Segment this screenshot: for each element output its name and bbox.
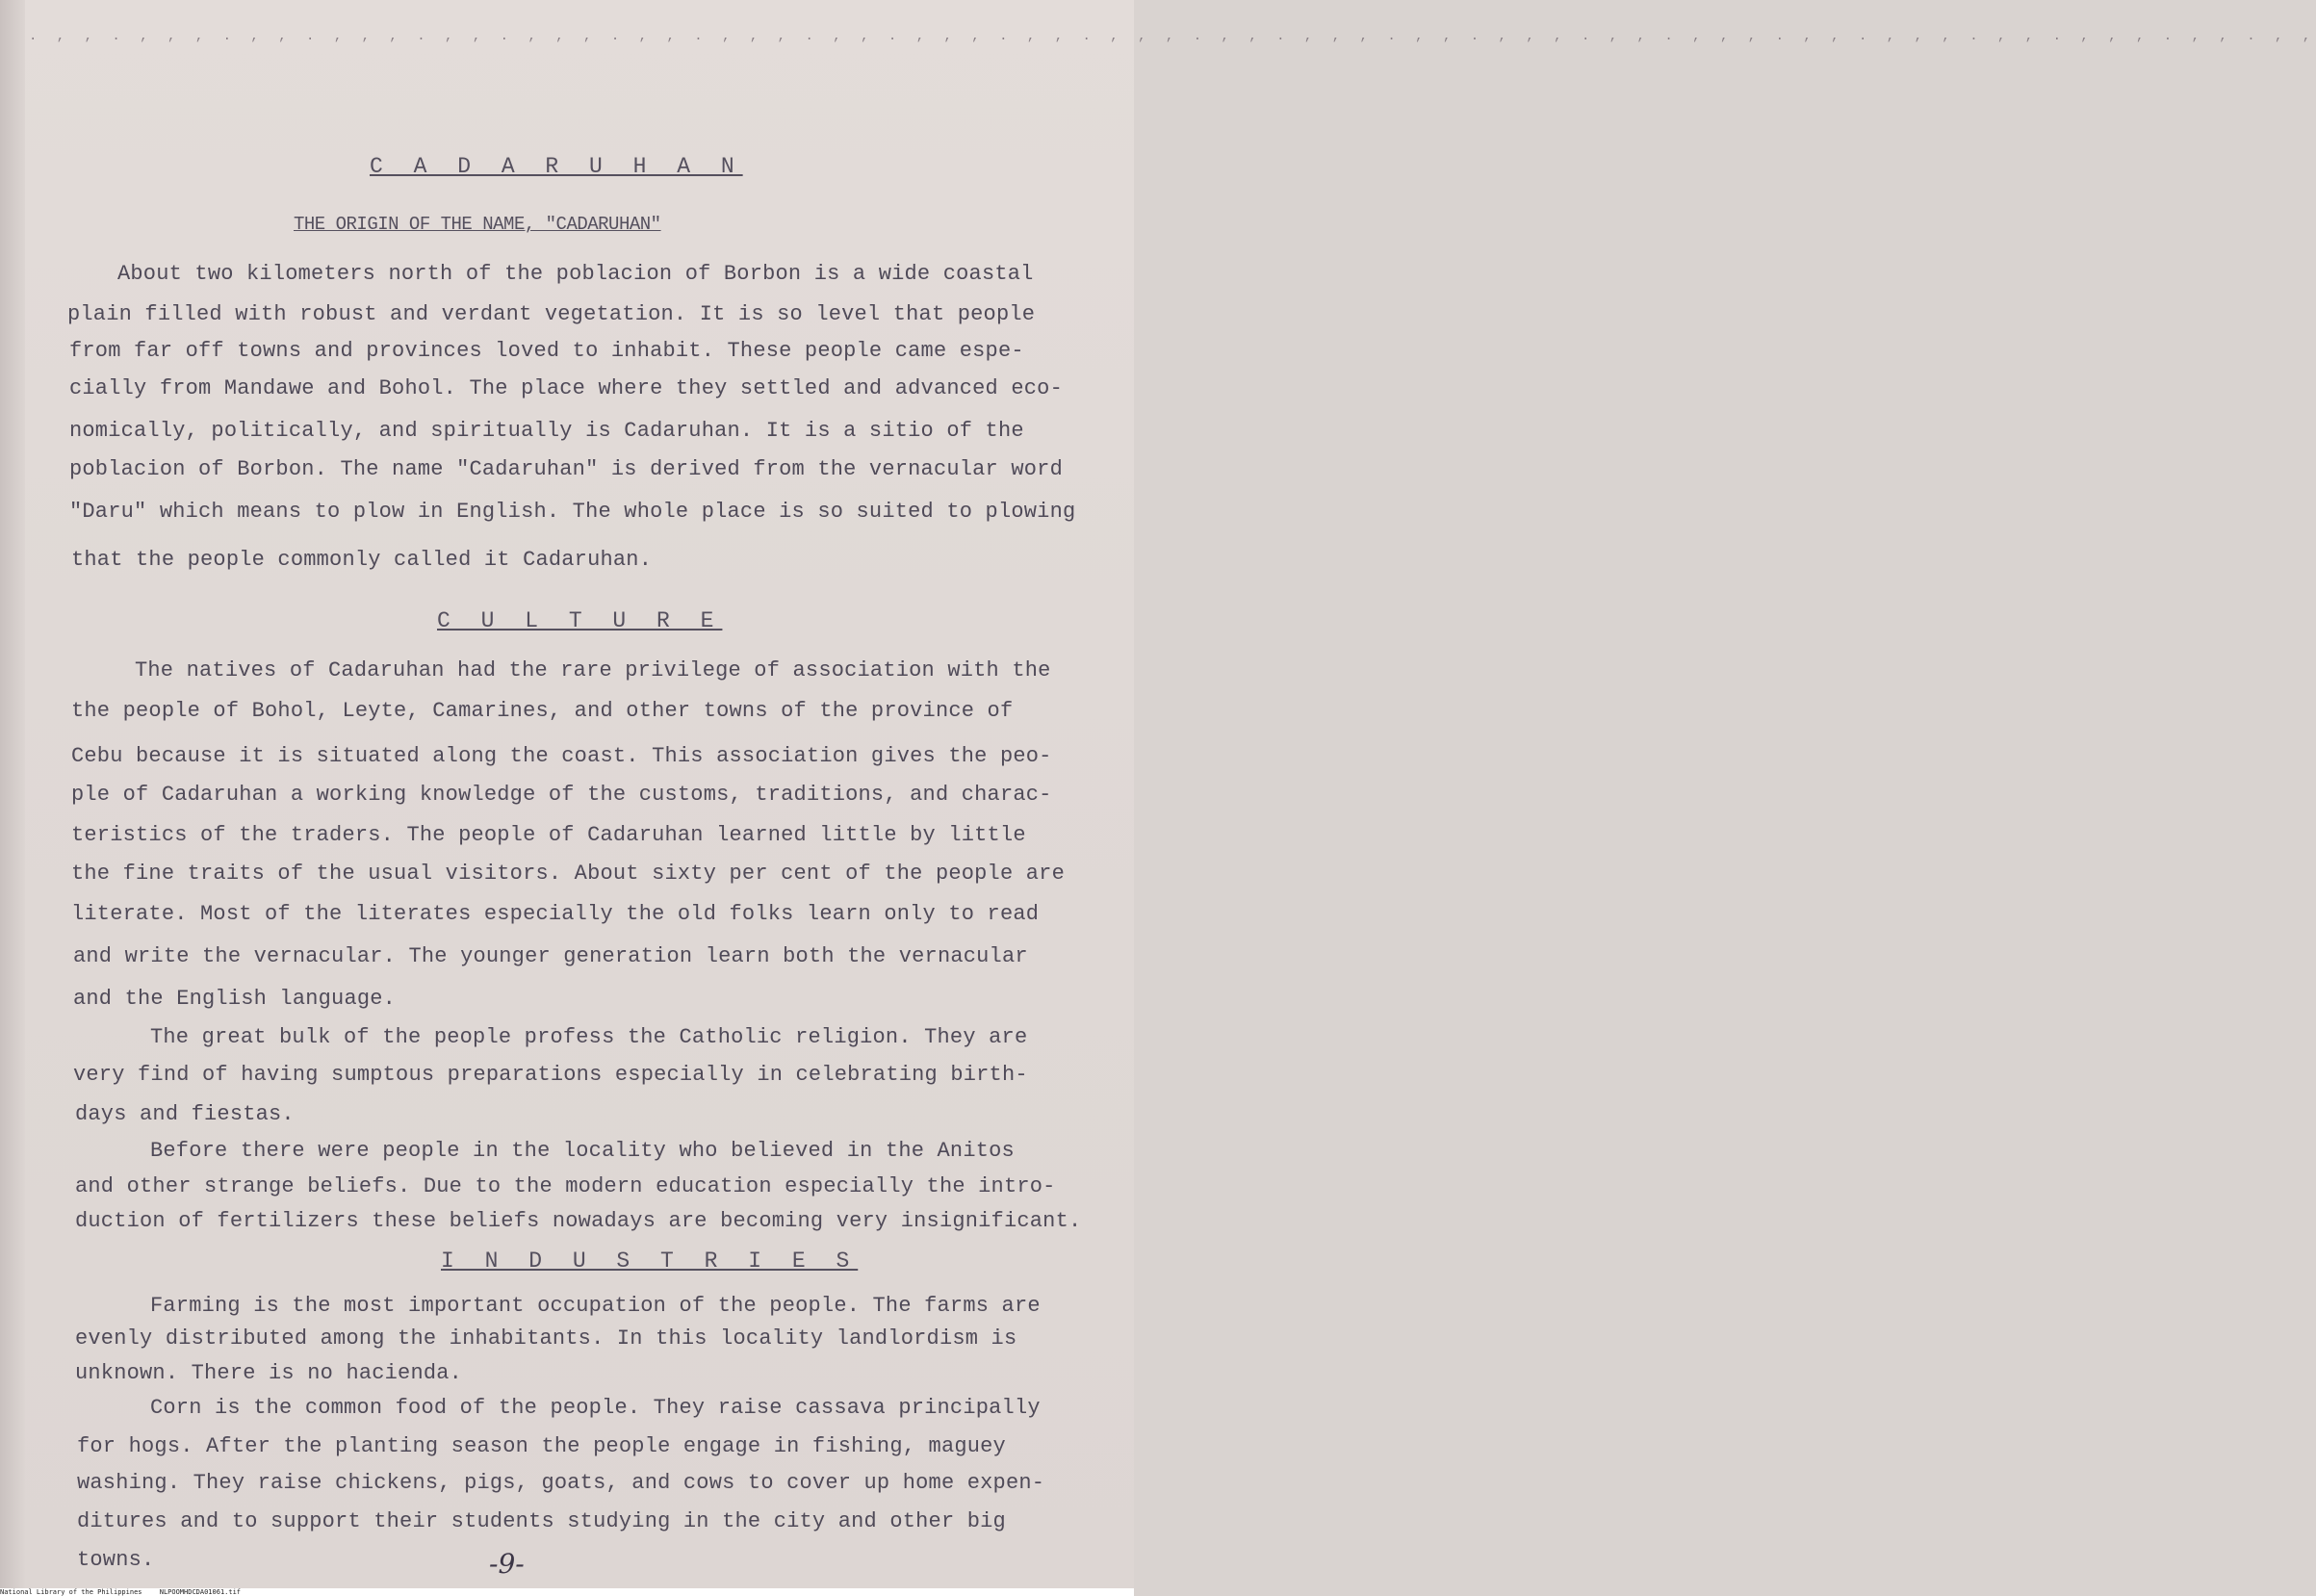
- text-line: About two kilometers north of the poblacion of Borbon is a wide coastal: [117, 262, 1034, 286]
- text-line: Cebu because it is situated along the coast. This association gives the peo-: [71, 744, 1052, 768]
- document-title: C A D A R U H A N: [370, 154, 743, 179]
- text-line: from far off towns and provinces loved to inhabit. These people came espe-: [69, 339, 1024, 363]
- text-line: and the English language.: [73, 987, 397, 1011]
- text-line: cially from Mandawe and Bohol. The place where they settled and advanced eco-: [69, 376, 1063, 400]
- text-line: The great bulk of the people profess the Catholic religion. They are: [150, 1025, 1028, 1049]
- text-line: washing. They raise chickens, pigs, goats, and cows to cover up home expen-: [77, 1471, 1045, 1495]
- text-line: the fine traits of the usual visitors. About sixty per cent of the people are: [71, 862, 1065, 886]
- library-credit: National Library of the Philippines: [0, 1588, 142, 1596]
- text-line: duction of fertilizers these beliefs nowadays are becoming very insignificant.: [75, 1209, 1082, 1233]
- text-line: literate. Most of the literates especially the old folks learn only to read: [71, 902, 1040, 926]
- text-line: ple of Cadaruhan a working knowledge of the customs, traditions, and charac-: [71, 783, 1052, 807]
- text-line: evenly distributed among the inhabitants. In this locality landlordism is: [75, 1326, 1017, 1351]
- scan-footer: [0, 1588, 1134, 1596]
- text-line: the people of Bohol, Leyte, Camarines, and other towns of the province of: [71, 699, 1014, 723]
- text-line: and other strange beliefs. Due to the modern education especially the intro-: [75, 1174, 1056, 1198]
- section-heading-culture: C U L T U R E: [437, 608, 723, 633]
- text-line: Before there were people in the locality who believed in the Anitos: [150, 1139, 1015, 1163]
- text-line: and write the vernacular. The younger generation learn both the vernacular: [73, 944, 1028, 968]
- text-line: Corn is the common food of the people. They raise cassava principally: [150, 1396, 1041, 1420]
- text-line: towns.: [77, 1548, 155, 1572]
- text-line: ditures and to support their students studying in the city and other big: [77, 1509, 1006, 1533]
- text-line: very find of having sumptous preparations especially in celebrating birth-: [73, 1063, 1028, 1087]
- section-heading-origin: THE ORIGIN OF THE NAME, "CADARUHAN": [294, 214, 661, 235]
- text-line: that the people commonly called it Cadaruhan.: [71, 548, 653, 572]
- text-line: poblacion of Borbon. The name "Cadaruhan" is derived from the vernacular word: [69, 457, 1063, 481]
- binding-edge: [0, 0, 25, 1588]
- text-line: "Daru" which means to plow in English. The whole place is so suited to plowing: [69, 500, 1076, 524]
- file-name: NLPOOMHDCDA01061.tif: [159, 1588, 242, 1596]
- perforation-marks: . , , . , , , . , , . , , , . , , . , , , . , , . , , , . , , . , , , . , , . , , , . , , . , , , . , , . , , , . , , . , , , . , , . , , , . , , . , , , . , , . , ,: [29, 29, 2316, 44]
- page-number: -9-: [489, 1548, 525, 1580]
- text-line: The natives of Cadaruhan had the rare privilege of association with the: [135, 658, 1051, 682]
- text-line: unknown. There is no hacienda.: [75, 1361, 463, 1385]
- text-line: teristics of the traders. The people of Cadaruhan learned little by little: [71, 823, 1026, 847]
- text-line: plain filled with robust and verdant vegetation. It is so level that people: [67, 302, 1036, 326]
- text-line: nomically, politically, and spiritually is Cadaruhan. It is a sitio of the: [69, 419, 1024, 443]
- text-line: days and fiestas.: [75, 1102, 295, 1126]
- text-line: for hogs. After the planting season the people engage in fishing, maguey: [77, 1434, 1006, 1458]
- text-line: Farming is the most important occupation of the people. The farms are: [150, 1294, 1041, 1318]
- section-heading-industries: I N D U S T R I E S: [441, 1248, 859, 1274]
